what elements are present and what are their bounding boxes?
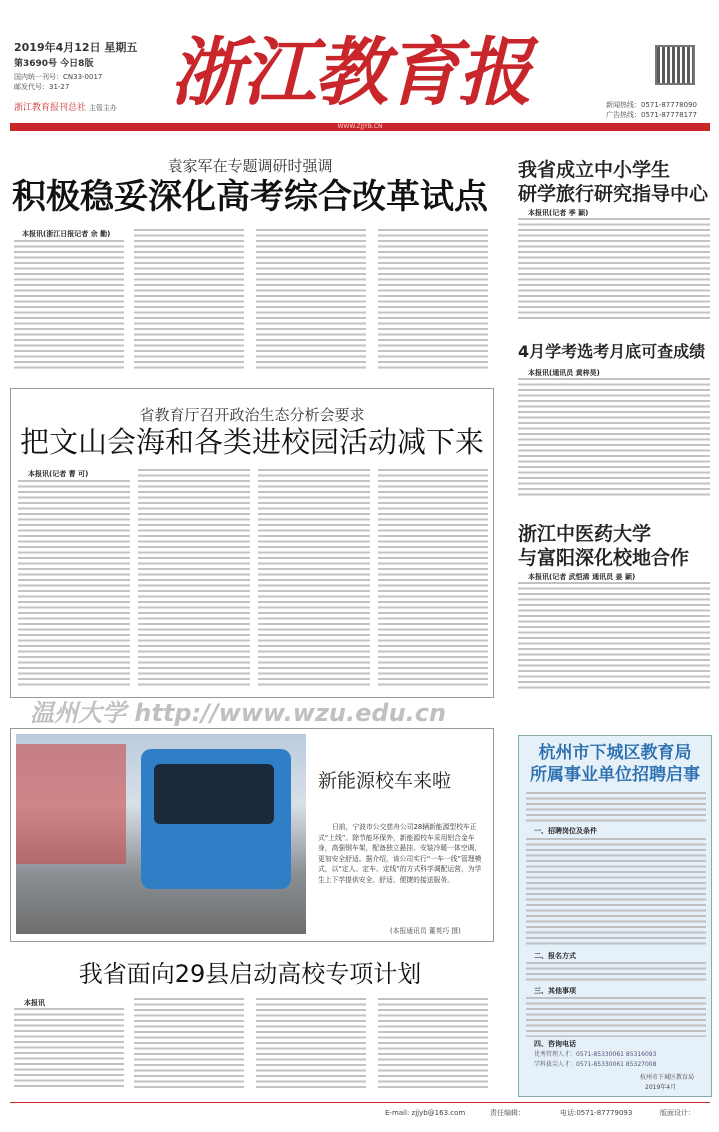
recruit-title-1: 杭州市下城区教育局 xyxy=(538,743,692,763)
footer-divider xyxy=(10,1102,710,1103)
right-a2-body xyxy=(518,378,710,496)
recruit-intro xyxy=(526,792,706,822)
bottom-body-col xyxy=(378,998,488,1088)
watermark: 温州大学 http://www.wzu.edu.cn xyxy=(30,699,447,727)
lead-headline: 积极稳妥深化高考综合改革试点 xyxy=(12,177,488,217)
recruit-date: 2019年4月 xyxy=(645,1084,677,1091)
bus-windshield xyxy=(154,764,274,824)
postal-code: 邮发代号：31-27 xyxy=(14,83,70,91)
recruit-signature: 杭州市下城区教育局 xyxy=(640,1074,695,1081)
right-a2-byline: 本报讯(通讯员 黄梓昊) xyxy=(528,369,600,377)
photo-news-headline: 新能源校车来啦 xyxy=(318,770,452,792)
article2-body-col xyxy=(18,480,130,688)
right-a1-headline-1: 我省成立中小学生 xyxy=(518,159,671,181)
lead-body-col xyxy=(14,240,124,370)
article2-body-col xyxy=(378,469,488,688)
right-a2-headline: 4月学考选考月底可查成绩 xyxy=(518,342,706,361)
footer-phone: 电话:0571-87779093 xyxy=(560,1109,633,1117)
article2-headline: 把文山会海和各类进校园活动减下来 xyxy=(19,425,484,459)
right-a1-body xyxy=(518,218,710,320)
bottom-body-col xyxy=(134,998,244,1088)
cn-number: 国内统一刊号：CN33-0017 xyxy=(14,73,103,81)
footer-designer: 版面设计： xyxy=(660,1109,695,1117)
lead-body-col xyxy=(378,229,488,370)
right-a3-headline-2: 与富阳深化校地合作 xyxy=(518,547,690,569)
building-image xyxy=(16,744,126,864)
school-bus-photo xyxy=(16,734,306,934)
recruit-title-2: 所属事业单位招聘启事 xyxy=(530,765,700,785)
recruit-section-3-body xyxy=(526,997,706,1037)
recruit-section-3: 三、其他事项 xyxy=(534,987,576,995)
issue-number: 第3690号 今日8版 xyxy=(14,59,94,69)
website-bar: WWW.ZJJYB.CN xyxy=(10,123,710,131)
article2-body-col xyxy=(138,469,250,688)
bottom-body-col xyxy=(256,998,366,1088)
bottom-headline: 我省面向29县启动高校专项计划 xyxy=(78,960,422,988)
lead-byline: 本报讯(浙江日报记者 余 勤) xyxy=(22,230,111,238)
article2-byline: 本报讯(记者 曹 可) xyxy=(28,470,89,478)
recruit-section-1: 一、招聘岗位及条件 xyxy=(534,827,597,835)
recruit-section-1-body xyxy=(526,838,706,948)
right-a1-headline-2: 研学旅行研究指导中心 xyxy=(518,183,709,205)
bottom-body-col xyxy=(14,1008,124,1088)
lead-body-col xyxy=(134,229,244,370)
right-a3-byline: 本报讯(记者 武恺浠 通讯员 姜 颖) xyxy=(528,573,636,581)
bottom-byline: 本报讯 xyxy=(24,999,45,1007)
footer-email: E-mail: zjjyb@163.com xyxy=(385,1109,466,1117)
recruit-section-2-body xyxy=(526,962,706,984)
article2-kicker: 省教育厅召开政治生态分析会要求 xyxy=(139,406,365,424)
news-hotline: 新闻热线：0571-87778090 xyxy=(606,101,697,109)
qr-code-icon xyxy=(655,45,695,85)
recruit-phone-2: 学科拔尖人才：0571-85330061 85327008 xyxy=(534,1061,657,1068)
masthead-logo: 浙江教育报 xyxy=(170,30,530,116)
right-a1-byline: 本报讯(记者 季 颖) xyxy=(528,209,589,217)
right-a3-headline-1: 浙江中医药大学 xyxy=(518,523,652,545)
lead-kicker: 袁家军在专题调研时强调 xyxy=(167,157,333,175)
publisher-role: 主管主办 xyxy=(88,104,117,112)
lead-body-col xyxy=(256,229,366,370)
publisher-name: 浙江教育报刊总社 xyxy=(14,103,87,113)
recruit-phone-1: 优秀管理人才：0571-85330061 85316093 xyxy=(534,1051,657,1058)
footer-editor: 责任编辑： xyxy=(490,1109,525,1117)
recruit-section-2: 二、报名方式 xyxy=(534,952,576,960)
publisher xyxy=(14,100,117,113)
article2-body-col xyxy=(258,469,370,688)
right-a3-body xyxy=(518,582,710,690)
issue-date: 2019年4月12日 星期五 xyxy=(14,41,138,54)
photo-credit: (本报通讯员 董英巧 摄) xyxy=(390,927,461,935)
recruit-section-4: 四、咨询电话 xyxy=(534,1040,576,1048)
ad-hotline: 广告热线：0571-87778177 xyxy=(606,111,697,119)
photo-news-caption: 日前，宁波市公交慈舟公司28辆新能源型校车正式“上线”。除节能环保外，新能源校车采用铝合金车身，高强钢车架，配备独立悬挂、安装冷暖一体空调，更加安全舒适。据介绍，该公司实行“一车一线”管理模式，以“定人、定车、定线”的方式科学调配运营，为学生上下学提供安全、舒适、便捷的接送服务。 xyxy=(318,823,482,884)
